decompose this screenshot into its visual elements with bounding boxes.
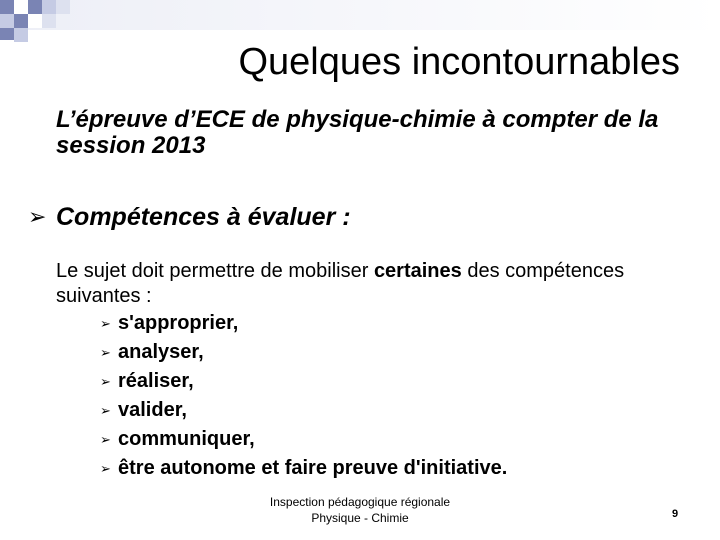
arrow-bullet-icon: ➢ (100, 345, 111, 360)
list-item (100, 367, 507, 396)
list-item (100, 396, 507, 425)
skills-list (100, 309, 507, 483)
skill-label: communiquer, (118, 428, 255, 450)
footer-line-1: Inspection pédagogique régionale (269, 495, 451, 509)
arrow-bullet-icon: ➢ (100, 374, 111, 389)
slide-subtitle: L’épreuve d’ECE de physique-chimie à compter de la session 2013 (56, 106, 659, 159)
arrow-bullet-icon: ➢ (100, 461, 111, 476)
intro-emphasis: certaines (373, 260, 462, 282)
footer-line-2: Physique - Chimie (311, 511, 409, 525)
arrow-bullet-icon: ➢ (100, 403, 111, 418)
skill-label: analyser, (118, 341, 204, 363)
slide-title: Quelques incontournables (238, 41, 680, 83)
arrow-bullet-icon: ➢ (100, 432, 111, 447)
skill-label: réaliser, (118, 370, 194, 392)
list-item (100, 425, 507, 454)
intro-paragraph (56, 259, 656, 309)
list-item (100, 454, 507, 483)
slide-footer (240, 494, 480, 526)
section-heading: Compétences à évaluer : (56, 203, 351, 231)
skill-label: être autonome et faire preuve d'initiative. (118, 457, 508, 479)
skill-label: valider, (118, 399, 187, 421)
page-number: 9 (671, 508, 679, 520)
arrow-bullet-icon: ➢ (100, 316, 111, 331)
list-item (100, 309, 507, 338)
intro-text-end: des compétences suivantes : (56, 260, 625, 307)
skill-label: s'approprier, (118, 312, 239, 334)
intro-text-start: Le sujet doit permettre de mobiliser (56, 260, 374, 282)
arrow-bullet-icon: ➢ (28, 204, 47, 229)
list-item (100, 338, 507, 367)
